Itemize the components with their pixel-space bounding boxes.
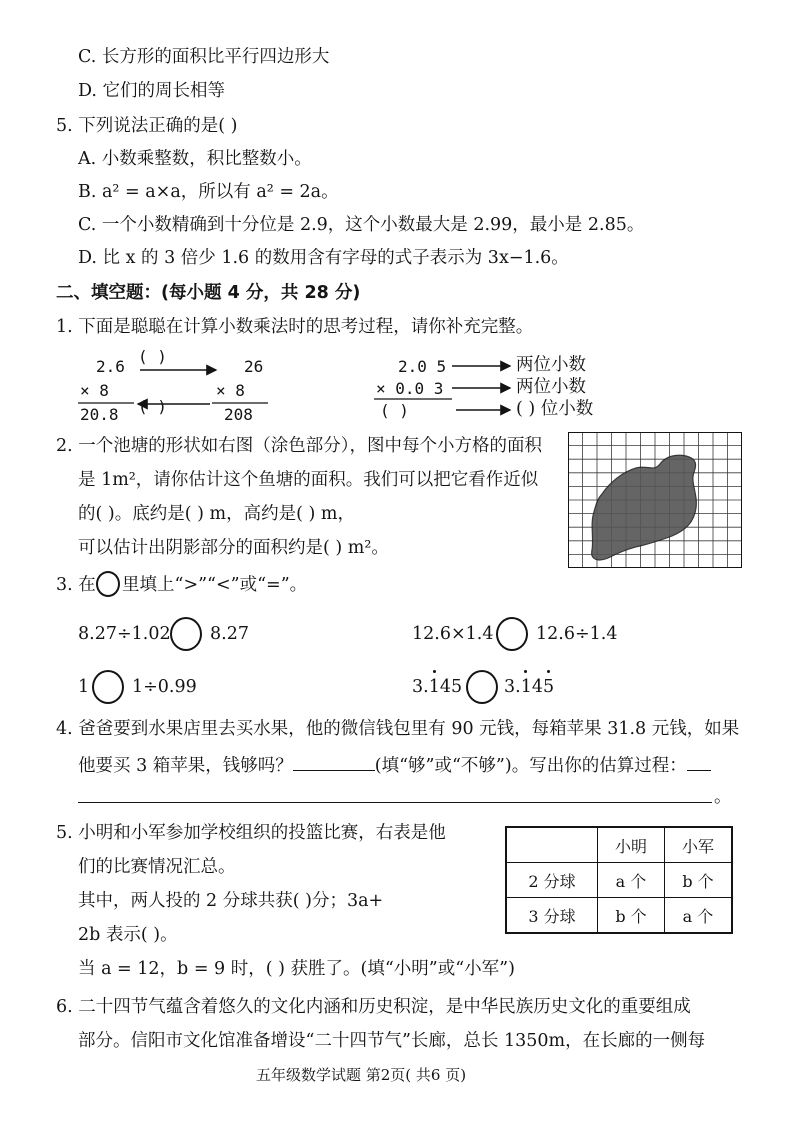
pond-grid-figure xyxy=(568,432,742,568)
q5-option-a: A. 小数乘整数，积比整数小。 xyxy=(78,149,312,169)
calc-left-r2a: × 8 xyxy=(80,381,109,400)
f3-stem-b: 里填上“>”“<”或“=”。 xyxy=(122,575,308,595)
calc-right-r3: ( ) xyxy=(380,401,409,420)
q4-option-d: D. 它们的周长相等 xyxy=(78,81,226,101)
calc-left-r3a: 20.8 xyxy=(80,405,119,424)
compare-circle-1[interactable] xyxy=(170,617,202,651)
f6-line-2: 部分。信阳市文化馆准备增设“二十四节气”长廊，总长 1350m，在长廊的一侧每 xyxy=(78,1031,706,1051)
pond-shape xyxy=(592,455,697,560)
calc-left-r3b: 208 xyxy=(224,405,253,424)
repeat-dot xyxy=(547,670,550,673)
calc-left-paren-top: ( ) xyxy=(138,347,167,366)
f2-line-3: 的( )。底约是( ) m，高约是( ) m， xyxy=(78,504,355,524)
table-cell: a 个 xyxy=(665,898,733,934)
score-table xyxy=(505,826,733,934)
f4-line-1: 4. 爸爸要到水果店里去买水果，他的微信钱包里有 90 元钱，每箱苹果 31.8 元钱，如果 xyxy=(56,719,740,739)
repeat-dot xyxy=(524,670,527,673)
calc-right-r1: 2.0 5 xyxy=(398,357,447,376)
compare-3-left: 1 xyxy=(78,677,90,697)
f4-line-2b: (填“够”或“不够”)。写出你的估算过程： xyxy=(374,756,687,776)
f2-line-2: 是 1m²，请你估计这个鱼塘的面积。我们可以把它看作近似 xyxy=(78,470,539,490)
page-footer: 五年级数学试题 第2页( 共6 页) xyxy=(256,1066,467,1084)
table-header-cell: 小明 xyxy=(598,827,665,863)
calc-left-paren-bottom: ( ) xyxy=(138,397,167,416)
f5-line-1: 5. 小明和小军参加学校组织的投篮比赛，右表是他 xyxy=(56,823,446,843)
compare-2-left: 12.6×1.4 xyxy=(412,624,494,644)
calc-right-label-3: ( ) 位小数 xyxy=(516,399,594,419)
calc-left-r1b: 26 xyxy=(244,357,264,376)
f4-line-2 xyxy=(78,752,711,777)
f6-line-1: 6. 二十四节气蕴含着悠久的文化内涵和历史积淀，是中华民族历史文化的重要组成 xyxy=(56,997,691,1017)
table-cell: a 个 xyxy=(598,863,665,898)
f2-line-4: 可以估计出阴影部分的面积约是( ) m²。 xyxy=(78,538,389,558)
f4-process-blank-start[interactable] xyxy=(687,752,711,771)
q5-option-b: B. a² = a×a，所以有 a² = 2a。 xyxy=(78,182,339,202)
compare-circle-2[interactable] xyxy=(496,617,528,651)
compare-1-right: 8.27 xyxy=(210,624,249,644)
f3-stem-a: 3. 在 xyxy=(56,575,96,595)
q5-option-c: C. 一个小数精确到十分位是 2.9，这个小数最大是 2.99，最小是 2.85。 xyxy=(78,215,645,235)
table-cell: 2 分球 xyxy=(506,863,598,898)
repeat-dot xyxy=(433,670,436,673)
q4-option-c: C. 长方形的面积比平行四边形大 xyxy=(78,47,330,67)
compare-2-right: 12.6÷1.4 xyxy=(536,624,618,644)
table-cell: b 个 xyxy=(665,863,733,898)
f1-stem: 1. 下面是聪聪在计算小数乘法时的思考过程，请你补充完整。 xyxy=(56,317,534,337)
calc-left-r2b: × 8 xyxy=(216,381,245,400)
f5-line-3: 其中，两人投的 2 分球共获( )分；3a+ xyxy=(78,891,384,911)
table-row xyxy=(506,863,732,898)
compare-4-right: 3.145 xyxy=(504,677,555,697)
calc-left-r1a: 2.6 xyxy=(96,357,125,376)
table-cell: 3 分球 xyxy=(506,898,598,934)
f4-answer-blank[interactable] xyxy=(293,752,375,771)
f2-line-1: 2. 一个池塘的形状如右图（涂色部分），图中每个小方格的面积 xyxy=(56,436,543,456)
compare-3-right: 1÷0.99 xyxy=(132,677,197,697)
table-cell: b 个 xyxy=(598,898,665,934)
calc-right-label-1: 两位小数 xyxy=(516,355,586,375)
f4-process-blank-line[interactable] xyxy=(78,802,712,803)
table-header-row xyxy=(506,827,732,863)
table-row xyxy=(506,898,732,934)
f5-line-2: 们的比赛情况汇总。 xyxy=(78,857,236,877)
compare-circle-example xyxy=(96,571,120,597)
compare-4-left: 3.145 xyxy=(412,677,463,697)
f5-line-5: 当 a = 12，b = 9 时，( ) 获胜了。(填“小明”或“小军”) xyxy=(78,959,515,979)
compare-circle-3[interactable] xyxy=(92,670,124,704)
compare-1-left: 8.27÷1.02 xyxy=(78,624,171,644)
f4-line-3-end: 。 xyxy=(714,787,732,807)
calc-right-r2: × 0.0 3 xyxy=(376,379,444,398)
table-header-cell xyxy=(506,827,598,863)
compare-circle-4[interactable] xyxy=(466,670,498,704)
table-header-cell: 小军 xyxy=(665,827,733,863)
f4-line-2a: 他要买 3 箱苹果，钱够吗？ xyxy=(78,756,293,776)
f5-line-4: 2b 表示( )。 xyxy=(78,925,178,945)
q5-option-d: D. 比 x 的 3 倍少 1.6 的数用含有字母的式子表示为 3x−1.6。 xyxy=(78,248,569,268)
section-title: 二、填空题：(每小题 4 分，共 28 分) xyxy=(56,283,361,303)
q5-stem: 5. 下列说法正确的是( ) xyxy=(56,116,238,136)
calc-right-label-2: 两位小数 xyxy=(516,377,586,397)
